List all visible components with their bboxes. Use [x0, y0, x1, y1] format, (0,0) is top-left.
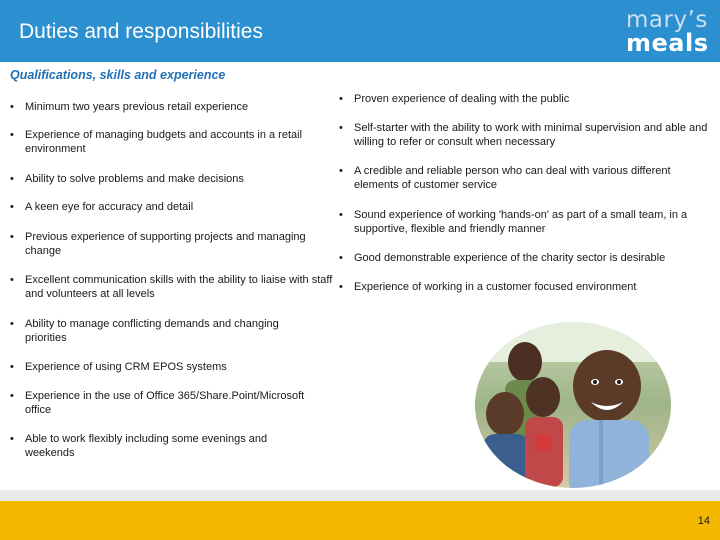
- bullet-glyph: •: [10, 318, 14, 330]
- bullet-glyph: •: [339, 165, 343, 177]
- list-item: [10, 200, 330, 214]
- bullet-glyph: •: [339, 122, 343, 134]
- list-item: [10, 172, 330, 186]
- footer-bar: [0, 501, 720, 540]
- bullet-glyph: •: [10, 361, 14, 373]
- page-number: 14: [697, 515, 710, 527]
- list-item-text: Experience of using CRM EPOS systems: [25, 361, 227, 373]
- list-item: [10, 128, 335, 156]
- bullet-glyph: •: [339, 209, 343, 221]
- list-item: [339, 164, 709, 192]
- list-item-text: Proven experience of dealing with the public: [354, 93, 570, 105]
- list-item-text: Ability to solve problems and make decisions: [25, 173, 244, 185]
- bullet-glyph: •: [10, 433, 14, 445]
- list-item: [10, 360, 310, 374]
- section-subtitle: Qualifications, skills and experience: [10, 68, 226, 82]
- bullet-glyph: •: [339, 93, 343, 105]
- bullet-glyph: •: [10, 274, 14, 286]
- list-item-text: A credible and reliable person who can deal with various different elements of customer service: [354, 165, 671, 191]
- marys-meals-logo: [626, 7, 709, 57]
- list-item: [10, 389, 330, 417]
- list-item: [10, 317, 310, 345]
- list-item-text: Experience of working in a customer focused environment: [354, 281, 637, 293]
- list-item: [339, 208, 714, 236]
- header-bar: [0, 0, 720, 62]
- list-item-text: Sound experience of working 'hands-on' as part of a small team, in a supportive, flexible and friendly manner: [354, 209, 688, 235]
- list-item: [10, 432, 300, 460]
- list-item: [339, 92, 709, 106]
- list-item: [10, 273, 340, 301]
- list-item: [10, 230, 335, 258]
- footer-divider: [0, 490, 720, 501]
- bullet-glyph: •: [10, 231, 14, 243]
- list-item-text: A keen eye for accuracy and detail: [25, 201, 194, 213]
- bullet-glyph: •: [339, 252, 343, 264]
- list-item: [339, 280, 709, 294]
- list-item-text: Experience of managing budgets and accounts in a retail environment: [25, 129, 303, 155]
- logo-bottom-text: meals: [626, 29, 709, 57]
- bullet-glyph: •: [10, 201, 14, 213]
- bullet-glyph: •: [10, 101, 14, 113]
- children-photo: [475, 322, 671, 488]
- list-item-text: Self-starter with the ability to work with minimal supervision and able and willing to refer or consult when necessary: [354, 122, 708, 148]
- list-item-text: Good demonstrable experience of the charity sector is desirable: [354, 252, 666, 264]
- bullet-glyph: •: [10, 129, 14, 141]
- bullet-glyph: •: [10, 173, 14, 185]
- list-item: [339, 121, 709, 149]
- list-item: [339, 251, 709, 265]
- list-item-text: Minimum two years previous retail experience: [25, 101, 249, 113]
- list-item-text: Able to work flexibly including some evenings and weekends: [25, 433, 268, 459]
- list-item: [10, 100, 330, 114]
- list-item-text: Experience in the use of Office 365/Share.Point/Microsoft office: [25, 390, 305, 416]
- list-item-text: Ability to manage conflicting demands and changing priorities: [25, 318, 279, 344]
- list-item-text: Previous experience of supporting projects and managing change: [25, 231, 306, 257]
- children-photo-illustration: [475, 322, 671, 488]
- bullet-glyph: •: [339, 281, 343, 293]
- bullet-glyph: •: [10, 390, 14, 402]
- logo-top-text: mary’s: [626, 7, 708, 33]
- page-title: Duties and responsibilities: [19, 20, 263, 43]
- list-item-text: Excellent communication skills with the ability to liaise with staff and volunteers at all levels: [25, 274, 333, 300]
